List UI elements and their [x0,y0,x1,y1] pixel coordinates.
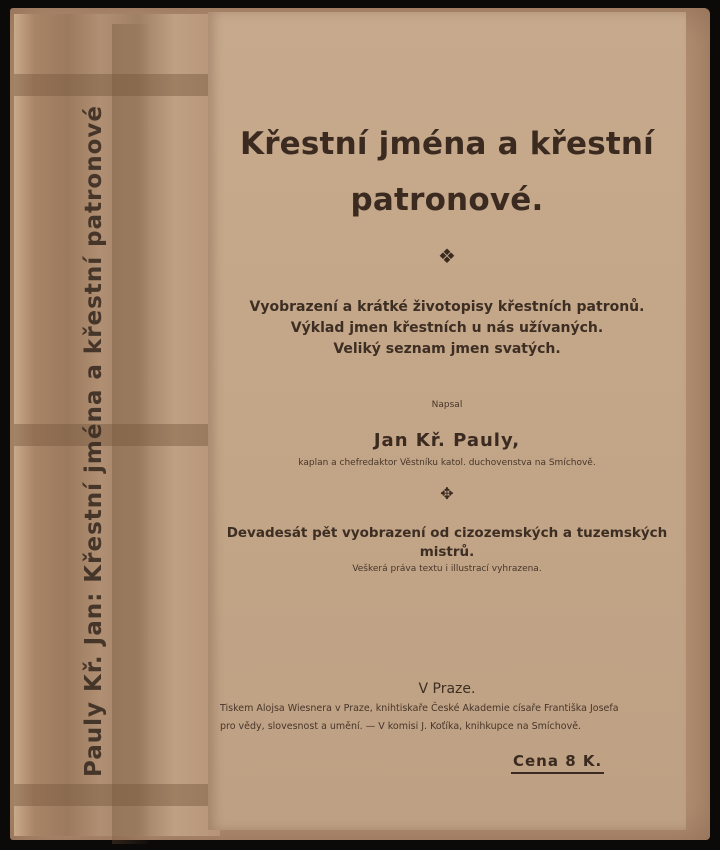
spine-fold [112,24,148,844]
ornament-icon: ❖ [438,244,456,268]
imprint-line-1: Tiskem Alojsa Wiesnera v Praze, knihtiskaře České Akademie císaře Františka Josefa [220,703,619,714]
napsal-label: Napsal [431,400,463,410]
book-spine [14,14,220,836]
title-line-1: Křestní jména a křestní [239,126,655,162]
price-label: Cena 8 K. [511,752,604,774]
subtitle-line-3: Veliký seznam jmen svatých. [333,341,561,357]
subtitle-line-2: Výklad jmen křestních u nás užívaných. [290,320,604,336]
title-line-2: patronové. [350,182,544,218]
place-of-publication: V Praze. [418,681,476,697]
small-ornament-icon: ✥ [440,484,454,503]
author-name: Jan Kř. Pauly, [373,430,521,451]
front-cover [208,12,686,830]
illustrations-note: Devadesát pět vyobrazení od cizozemských a tuzemských mistrů. [226,525,668,560]
spine-title: Pauly Kř. Jan: Křestní jména a křestní patronové [81,105,107,777]
author-role: kaplan a chefredaktor Věstníku katol. duchovenstva na Smíchově. [298,458,596,468]
rights-note: Veškerá práva textu i illustrací vyhrazena. [352,564,542,574]
imprint-line-2: pro vědy, slovesnost a umění. — V komisi J. Koťíka, knihkupce na Smíchově. [220,721,582,732]
subtitle-line-1: Vyobrazení a krátké životopisy křestních patronů. [249,299,645,315]
